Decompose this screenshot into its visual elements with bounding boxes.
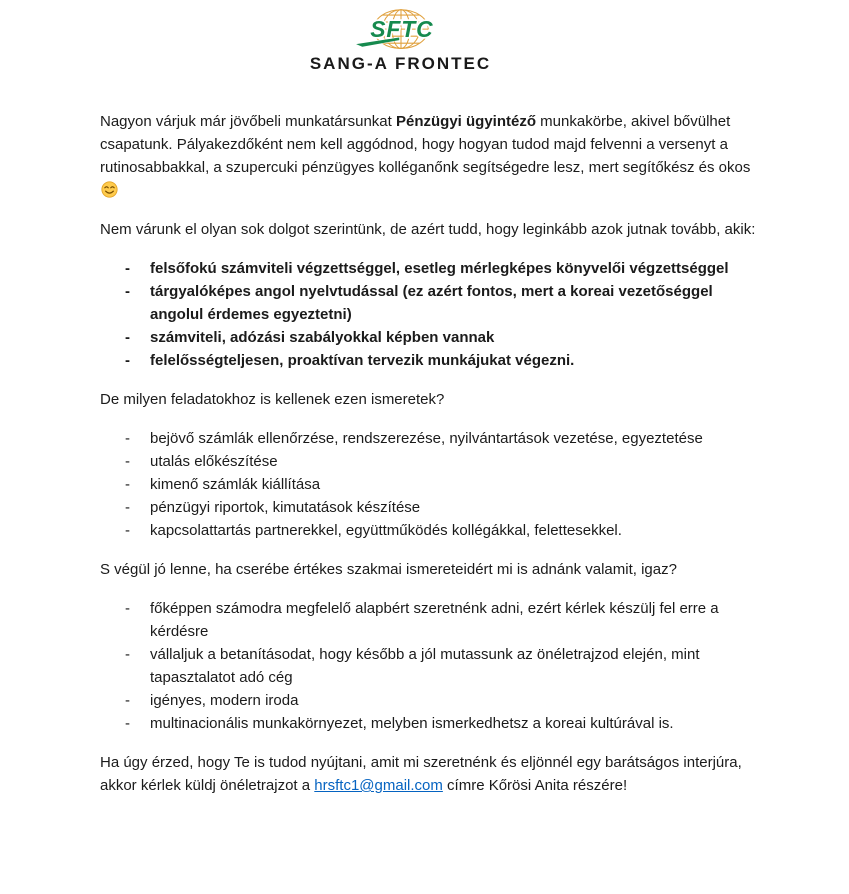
offer-list: [125, 597, 761, 735]
list-item: - tárgyalóképes angol nyelvtudással (ez azért fontos, mert a koreai vezetőséggel angolul érdemes egyeztetni): [125, 280, 761, 326]
email-link[interactable]: hrsftc1@gmail.com: [314, 777, 443, 794]
list-item: - multinacionális munkakörnyezet, melyben ismerkedhetsz a koreai kultúrával is.: [125, 712, 761, 735]
list-item: - bejövő számlák ellenőrzése, rendszerezése, nyilvántartások vezetése, egyeztetése: [125, 427, 761, 450]
closing-paragraph: [100, 751, 761, 797]
closing-text-start: Ha úgy érzed, hogy Te is tudod nyújtani, amit mi szeretnénk és eljönnél egy barátságos interjúra, akkor kérlek küldj önéletrajzot a: [100, 754, 742, 794]
company-logo: [310, 8, 491, 74]
list-item: - számviteli, adózási szabályokkal képben vannak: [125, 326, 761, 349]
tasks-lead: De milyen feladatokhoz is kellenek ezen ismeretek?: [100, 391, 445, 408]
closing-text-end: címre Kőrösi Anita részére!: [442, 777, 628, 794]
intro-text-start: Nagyon várjuk már jövőbeli munkatársunkat: [100, 113, 396, 130]
expectations-list: [125, 257, 761, 372]
logo-sftc-text: SFTC: [369, 16, 434, 43]
smiling-face-emoji-icon: [101, 181, 118, 198]
list-item: - pénzügyi riportok, kimutatások készítése: [125, 496, 761, 519]
job-title-bold: Pénzügyi ügyintéző: [395, 113, 536, 130]
list-item: - igényes, modern iroda: [125, 689, 761, 712]
list-item: - kimenő számlák kiállítása: [125, 473, 761, 496]
company-name: SANG-A FRONTEC: [309, 54, 492, 73]
list-item: - felelősségteljesen, proaktívan tervezik munkájukat végezni.: [125, 349, 761, 372]
list-item: - főképpen számodra megfelelő alapbért szeretnénk adni, ezért kérlek készülj fel erre a kérdésre: [125, 597, 761, 643]
list-item: - kapcsolattartás partnerekkel, együttműködés kollégákkal, felettesekkel.: [125, 519, 761, 542]
expectations-lead: Nem várunk el olyan sok dolgot szerintünk, de azért tudd, hogy leginkább azok jutnak tovább, akik:: [100, 221, 756, 238]
intro-paragraph: [100, 110, 761, 202]
list-item: - vállaljuk a betanításodat, hogy később a jól mutassunk az önéletrajzod elején, mint tapasztalatot adó cég: [125, 643, 761, 689]
tasks-list: [125, 427, 761, 542]
list-item: - utalás előkészítése: [125, 450, 761, 473]
offer-lead: S végül jó lenne, ha cserébe értékes szakmai ismereteidért mi is adnánk valamit, igaz?: [100, 561, 677, 578]
list-item: - felsőfokú számviteli végzettséggel, esetleg mérlegképes könyvelői végzettséggel: [125, 257, 761, 280]
intro-text-end: munkakörbe, akivel bővülhet csapatunk. Pályakezdőként nem kell aggódnod, hogy hogyan tudod majd felvenni a versenyt a rutinosabbakkal, a szupercuki pénzügyes kolléganőnk segítségedre lesz, mert segítőkész és okos: [100, 113, 751, 176]
sftc-globe-logo-icon: [349, 8, 453, 52]
